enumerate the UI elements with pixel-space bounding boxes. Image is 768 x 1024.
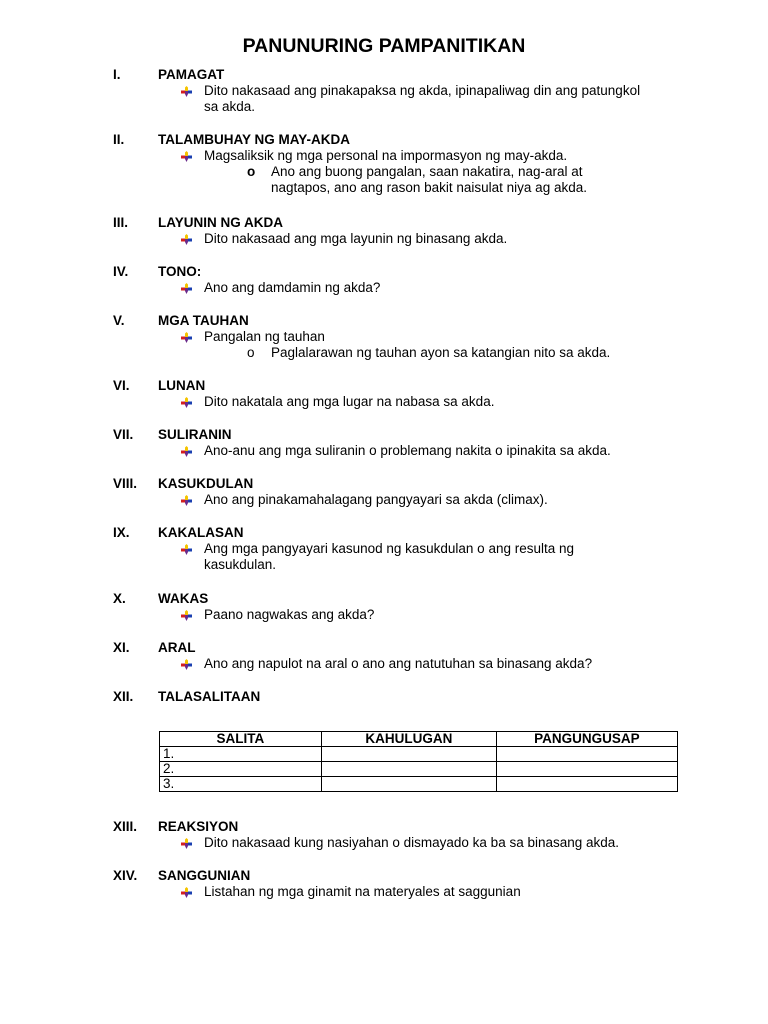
section-numeral: III. xyxy=(113,215,129,230)
section-heading: REAKSIYON xyxy=(158,819,239,834)
section-numeral: VIII. xyxy=(113,476,138,491)
bullet-item-text: Dito nakatala ang mga lugar na nabasa sa akda. xyxy=(204,394,495,409)
table-cell xyxy=(321,762,496,777)
table-header-cell: SALITA xyxy=(160,732,322,747)
section-heading-row xyxy=(0,476,768,492)
arrow-bullet-icon xyxy=(181,151,192,162)
section-heading-row xyxy=(0,215,768,231)
section xyxy=(0,640,768,672)
section-heading-row xyxy=(0,819,768,835)
bullet-item xyxy=(0,148,644,164)
sub-bullet-item xyxy=(0,164,631,196)
bullet-item xyxy=(0,280,644,296)
sub-bullet-text: Paglalarawan ng tauhan ayon sa katangian nito sa akda. xyxy=(271,345,611,360)
section xyxy=(0,215,768,247)
bullet-item xyxy=(0,329,644,345)
section xyxy=(0,264,768,296)
section-heading-row xyxy=(0,525,768,541)
bullet-item xyxy=(0,492,644,508)
bullet-item xyxy=(0,835,644,851)
arrow-bullet-icon xyxy=(181,495,192,506)
bullet-item xyxy=(0,83,644,115)
bullet-item xyxy=(0,443,644,459)
table-cell xyxy=(496,747,677,762)
section xyxy=(0,67,768,115)
section xyxy=(0,591,768,623)
bullet-item xyxy=(0,394,644,410)
section-heading: TALASALITAAN xyxy=(158,689,261,704)
arrow-bullet-icon xyxy=(181,332,192,343)
table-header-cell: KAHULUGAN xyxy=(321,732,496,747)
table-row xyxy=(160,777,678,792)
circle-bullet-marker: o xyxy=(247,345,255,360)
bullet-item xyxy=(0,656,644,672)
bullet-item xyxy=(0,884,644,900)
section xyxy=(0,525,768,573)
section-heading: TONO: xyxy=(158,264,202,279)
section-heading: ARAL xyxy=(158,640,196,655)
section-heading: KASUKDULAN xyxy=(158,476,254,491)
section-heading-row xyxy=(0,868,768,884)
section-heading-row xyxy=(0,640,768,656)
bullet-item-text: Ano-anu ang mga suliranin o problemang nakita o ipinakita sa akda. xyxy=(204,443,611,458)
circle-bullet-marker: o xyxy=(247,164,256,179)
bullet-item-text: Pangalan ng tauhan xyxy=(204,329,325,344)
section-heading: MGA TAUHAN xyxy=(158,313,249,328)
bullet-item-text: Ano ang napulot na aral o ano ang natutuhan sa binasang akda? xyxy=(204,656,593,671)
section-heading-row xyxy=(0,132,768,148)
section xyxy=(0,378,768,410)
section-numeral: II. xyxy=(113,132,125,147)
bullet-item-text: Paano nagwakas ang akda? xyxy=(204,607,375,622)
arrow-bullet-icon xyxy=(181,283,192,294)
sub-bullet-item xyxy=(0,345,631,361)
table-cell xyxy=(321,777,496,792)
section-numeral: IX. xyxy=(113,525,130,540)
bullet-item-text: Listahan ng mga ginamit na materyales at saggunian xyxy=(204,884,521,899)
section xyxy=(0,313,768,361)
table-cell: 3. xyxy=(160,777,322,792)
bullet-item xyxy=(0,607,644,623)
section-numeral: VII. xyxy=(113,427,134,442)
section-numeral: V. xyxy=(113,313,125,328)
section-heading: SULIRANIN xyxy=(158,427,232,442)
section-heading: TALAMBUHAY NG MAY-AKDA xyxy=(158,132,351,147)
bullet-item-text: Dito nakasaad ang pinakapaksa ng akda, ipinapaliwag din ang patungkol sa akda. xyxy=(204,83,641,114)
section-heading-row xyxy=(0,67,768,83)
section-heading: WAKAS xyxy=(158,591,209,606)
arrow-bullet-icon xyxy=(181,838,192,849)
page-title: PANUNURING PAMPANITIKAN xyxy=(242,35,526,57)
section-heading: SANGGUNIAN xyxy=(158,868,251,883)
section-numeral: XII. xyxy=(113,689,134,704)
section xyxy=(0,868,768,900)
bullet-item-text: Ano ang damdamin ng akda? xyxy=(204,280,381,295)
section xyxy=(0,819,768,851)
section-heading: KAKALASAN xyxy=(158,525,244,540)
bullet-item-text: Magsaliksik ng mga personal na impormasyon ng may-akda. xyxy=(204,148,568,163)
section-heading-row xyxy=(0,427,768,443)
table-cell: 2. xyxy=(160,762,322,777)
vocabulary-table xyxy=(159,731,678,792)
bullet-item xyxy=(0,231,644,247)
section-heading-row xyxy=(0,264,768,280)
arrow-bullet-icon xyxy=(181,86,192,97)
section-numeral: X. xyxy=(113,591,126,606)
section-numeral: XIV. xyxy=(113,868,138,883)
arrow-bullet-icon xyxy=(181,397,192,408)
bullet-item-text: Ano ang pinakamahalagang pangyayari sa akda (climax). xyxy=(204,492,548,507)
arrow-bullet-icon xyxy=(181,659,192,670)
section-numeral: XI. xyxy=(113,640,130,655)
table-cell xyxy=(496,777,677,792)
section xyxy=(0,132,768,196)
section-heading-row xyxy=(0,591,768,607)
bullet-item-text: Dito nakasaad ang mga layunin ng binasang akda. xyxy=(204,231,508,246)
section-numeral: XIII. xyxy=(113,819,138,834)
section-numeral: VI. xyxy=(113,378,130,393)
arrow-bullet-icon xyxy=(181,544,192,555)
vocabulary-table-header xyxy=(160,732,678,747)
table-row xyxy=(160,747,678,762)
bullet-item-text: Ang mga pangyayari kasunod ng kasukdulan o ang resulta ng kasukdulan. xyxy=(204,541,575,572)
section-heading-row xyxy=(0,313,768,329)
sub-bullet-text: Ano ang buong pangalan, saan nakatira, nag-aral at nagtapos, ano ang rason bakit naisulat niya ag akda. xyxy=(271,164,587,195)
section xyxy=(0,427,768,459)
arrow-bullet-icon xyxy=(181,446,192,457)
section-heading: LUNAN xyxy=(158,378,206,393)
section-heading-row xyxy=(0,689,768,705)
section xyxy=(0,689,768,705)
table-cell: 1. xyxy=(160,747,322,762)
bullet-item xyxy=(0,541,644,573)
section-heading: LAYUNIN NG AKDA xyxy=(158,215,284,230)
section xyxy=(0,476,768,508)
arrow-bullet-icon xyxy=(181,610,192,621)
arrow-bullet-icon xyxy=(181,887,192,898)
arrow-bullet-icon xyxy=(181,234,192,245)
table-row xyxy=(160,762,678,777)
section-heading: PAMAGAT xyxy=(158,67,225,82)
section-numeral: I. xyxy=(113,67,121,82)
section-numeral: IV. xyxy=(113,264,129,279)
section-heading-row xyxy=(0,378,768,394)
table-cell xyxy=(496,762,677,777)
table-cell xyxy=(321,747,496,762)
bullet-item-text: Dito nakasaad kung nasiyahan o dismayado ka ba sa binasang akda. xyxy=(204,835,620,850)
table-header-cell: PANGUNGUSAP xyxy=(496,732,677,747)
